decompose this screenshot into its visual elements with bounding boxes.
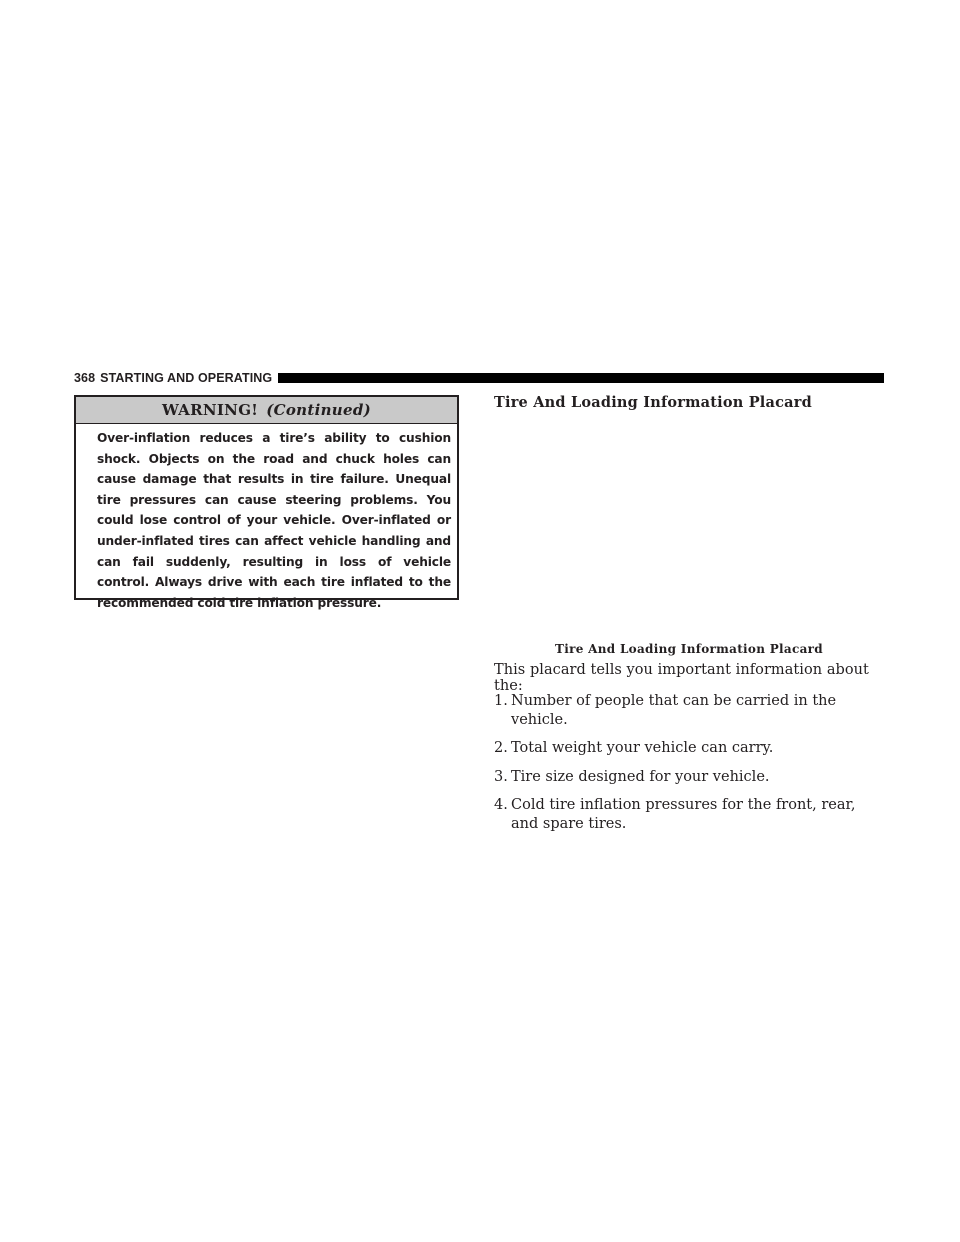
list-item-text: Cold tire inflation pressures for the front, rear, and spare tires.: [511, 797, 856, 832]
intro-paragraph: This placard tells you important information about the:: [494, 662, 869, 694]
placard-info-list: [494, 692, 886, 843]
header-rule: [278, 373, 884, 383]
list-item: [494, 739, 886, 758]
figure-caption: Tire And Loading Information Placard: [555, 642, 823, 656]
subsection-title: Tire And Loading Information Placard: [494, 394, 812, 411]
warning-box: [74, 395, 459, 610]
list-item: [494, 692, 886, 729]
warning-text: Over-inflation reduces a tire’s ability to cushion shock. Objects on the road and chuck holes can cause damage that results in tire failure. Unequal tire pressures can cause steering problems. You could lose control of your vehicle. Over-inflated or under-inflated tires can affect vehicle handling and can fail suddenly, resulting in loss of vehicle control. Always drive with each tire inflated to the recommended cold tire inflation pressure.: [97, 431, 451, 610]
list-item-text: Total weight your vehicle can carry.: [511, 740, 774, 756]
placard-figure: [494, 420, 884, 638]
list-item-number: 4.: [494, 797, 508, 813]
list-item-number: 2.: [494, 740, 508, 756]
list-item-number: 3.: [494, 768, 508, 785]
list-item-number: 1.: [494, 693, 508, 709]
page-number: 368: [74, 371, 96, 385]
list-item: [494, 768, 886, 787]
list-item-text: Number of people that can be carried in the vehicle.: [511, 693, 837, 728]
warning-header: [76, 397, 457, 424]
list-item: [494, 796, 886, 833]
warning-title: WARNING!: [161, 401, 259, 419]
section-name: STARTING AND OPERATING: [100, 371, 273, 385]
list-item-text: Tire size designed for your vehicle.: [511, 768, 770, 785]
page-header: [74, 370, 884, 386]
warning-continued: (Continued): [266, 401, 372, 419]
